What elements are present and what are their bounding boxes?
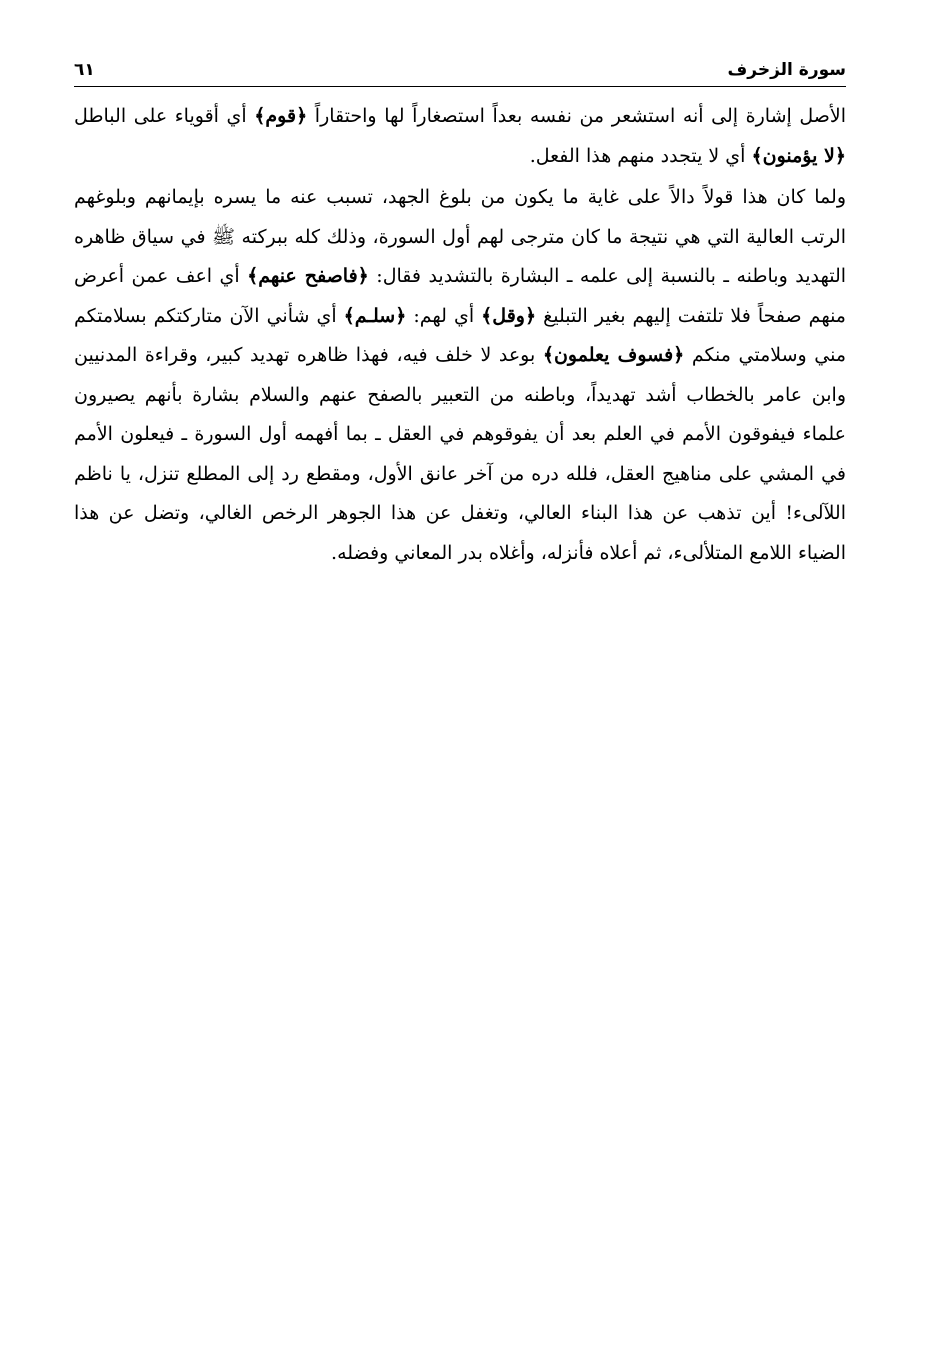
- quran-quote: ﴿سلـم﴾: [343, 304, 407, 327]
- quran-quote: ﴿فاصفح عنهم﴾: [247, 265, 369, 287]
- body-text: [74, 97, 846, 573]
- text-run: أي لهم:: [406, 304, 482, 327]
- running-header: [74, 54, 846, 87]
- paragraph-2: [74, 178, 846, 573]
- text-run: أي اعف عمن أعرض منهم صفحاً فلا تلتفت إليهم بغير التبليغ: [74, 265, 846, 327]
- book-page: [74, 54, 846, 573]
- surah-title: سورة الزخرف: [727, 60, 846, 80]
- paragraph-1: [74, 97, 846, 176]
- text-run: أي أقوياء على الباطل: [74, 105, 255, 127]
- text-run: أي لا يتجدد منهم هذا الفعل.: [529, 144, 752, 167]
- text-run: ولما كان هذا قولاً دالاً على غاية ما يكون من بلوغ الجهد، تسبب عنه ما يسره بإيمانهم وبلوغهم الرتب العالية التي هي نتيجة ما كان مترجى لهم أول السورة، وذلك كله ببركته ﷺ في سياق ظاهره التهديد وباطنه ـ بالنسبة إلى علمه ـ البشارة بالتشديد فقال:: [74, 186, 847, 287]
- quran-quote: ﴿قوم﴾: [254, 105, 308, 127]
- page-number: ٦١: [74, 60, 95, 80]
- text-run: أي شأني الآن متاركتكم بسلامتكم مني وسلامتي منكم: [74, 304, 847, 366]
- quran-quote: ﴿فسوف يعلمون﴾: [542, 344, 685, 366]
- quran-quote: ﴿لا يؤمنون﴾: [751, 144, 846, 167]
- text-run: بوعد لا خلف فيه، فهذا ظاهره تهديد كبير، وقراءة المدنيين وابن عامر بالخطاب أشد تهديداً، وباطنه من التعبير بالصفح عنهم والسلام بشارة بأنهم يصيرون علماء فيفوقون الأمم في العلم بعد أن يفوقوهم في العقل ـ بما أفهمه أول السورة ـ فيعلون الأمم في المشي على مناهيج العقل، فلله دره من آخر عانق الأول، ومقطع رد إلى المطلع تنزل، يا ناظم اللآلىء! أين تذهب عن هذا البناء العالي، وتغفل عن هذا الجوهر الرخص الغالي، وتضل عن هذا الضياء اللامع المتلألىء، ثم أعلاه فأنزله، وأغلاه بدر المعاني وفضله.: [74, 344, 846, 564]
- text-run: الأصل إشارة إلى أنه استشعر من نفسه بعداً استصغاراً لها واحتقاراً: [307, 105, 847, 127]
- quran-quote: ﴿وقل﴾: [481, 304, 537, 327]
